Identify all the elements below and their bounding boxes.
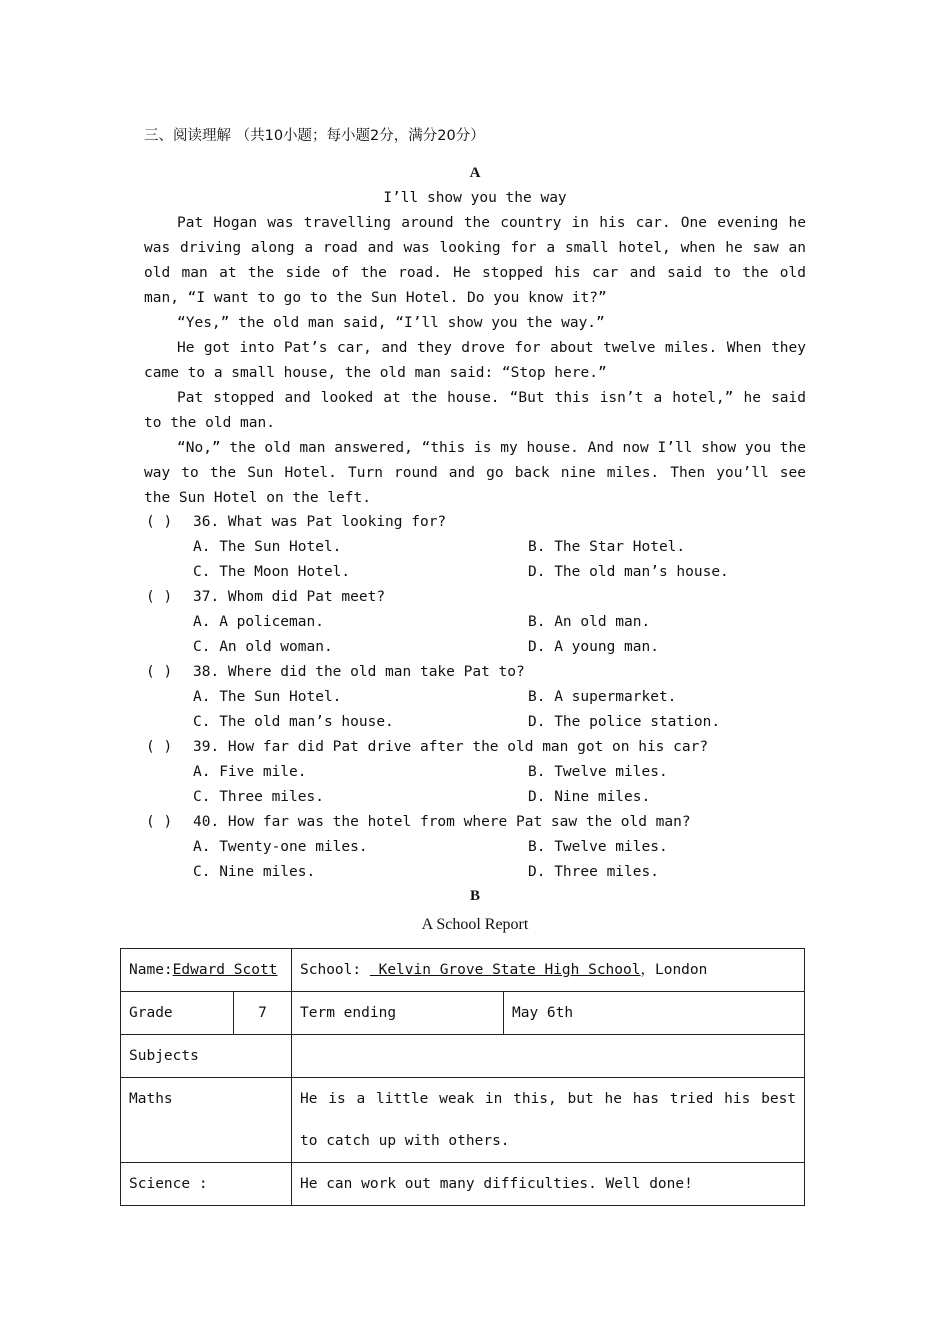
subject-comment: He can work out many difficulties. Well done! bbox=[292, 1163, 805, 1206]
option-c: C. The old man’s house. bbox=[193, 714, 394, 730]
question-stem: 40. How far was the hotel from where Pat saw the old man? bbox=[193, 814, 691, 830]
passage-a-paragraph: He got into Pat’s car, and they drove for about twelve miles. When they came to a small house, the old man said: “Stop here.” bbox=[144, 340, 806, 381]
option-b: B. An old man. bbox=[528, 614, 651, 630]
option-c: C. Nine miles. bbox=[193, 864, 316, 880]
option-a: A. Five mile. bbox=[193, 764, 307, 780]
option-d: D. Three miles. bbox=[528, 864, 659, 880]
passage-a-paragraph: Pat Hogan was travelling around the country in his car. One evening he was driving along a road and was looking for a small hotel, when he saw an old man at the side of the road. He stopped his car and said to the old man, “I want to go to the Sun Hotel. Do you know it?” bbox=[144, 215, 806, 306]
school-cell bbox=[292, 949, 805, 992]
table-row bbox=[121, 1078, 805, 1163]
term-value: May 6th bbox=[504, 992, 805, 1035]
option-a: A. The Sun Hotel. bbox=[193, 689, 342, 705]
passage-a-paragraph: “Yes,” the old man said, “I’ll show you the way.” bbox=[177, 315, 605, 331]
answer-bracket[interactable]: ( ) bbox=[146, 664, 173, 680]
name-label: Name: bbox=[129, 962, 173, 978]
passage-a-label: A bbox=[469, 165, 481, 181]
subject-comment: He is a little weak in this, but he has tried his best to catch up with others. bbox=[292, 1078, 805, 1163]
option-b: B. Twelve miles. bbox=[528, 764, 668, 780]
question-stem: 36. What was Pat looking for? bbox=[193, 514, 447, 530]
passage-b-label: B bbox=[469, 888, 480, 904]
option-d: D. The old man’s house. bbox=[528, 564, 729, 580]
passage-a-paragraph: “No,” the old man answered, “this is my house. And now I’ll show you the way to the Sun Hotel. Turn round and go back nine miles. Then you’ll see the Sun Hotel on the left. bbox=[144, 440, 806, 506]
option-d: D. Nine miles. bbox=[528, 789, 651, 805]
term-label: Term ending bbox=[292, 992, 504, 1035]
passage-b-title: A School Report bbox=[421, 916, 529, 933]
answer-bracket[interactable]: ( ) bbox=[146, 589, 173, 605]
school-label: School: bbox=[300, 962, 370, 978]
option-b: B. Twelve miles. bbox=[528, 839, 668, 855]
subject-name: Science : bbox=[121, 1163, 292, 1206]
option-d: D. A young man. bbox=[528, 639, 659, 655]
question-stem: 39. How far did Pat drive after the old man got on his car? bbox=[193, 739, 709, 755]
subjects-empty-cell bbox=[292, 1035, 805, 1078]
question-stem: 38. Where did the old man take Pat to? bbox=[193, 664, 525, 680]
option-b: B. A supermarket. bbox=[528, 689, 677, 705]
name-value: Edward Scott bbox=[172, 962, 278, 978]
table-row bbox=[121, 992, 805, 1035]
answer-bracket[interactable]: ( ) bbox=[146, 739, 173, 755]
subject-name: Maths bbox=[121, 1078, 292, 1163]
option-c: C. An old woman. bbox=[193, 639, 333, 655]
option-a: A. A policeman. bbox=[193, 614, 324, 630]
table-row bbox=[121, 949, 805, 992]
option-c: C. Three miles. bbox=[193, 789, 324, 805]
passage-a-title: I’ll show you the way bbox=[383, 190, 567, 206]
school-suffix: ，London bbox=[640, 962, 708, 978]
answer-bracket[interactable]: ( ) bbox=[146, 514, 173, 530]
option-c: C. The Moon Hotel. bbox=[193, 564, 351, 580]
grade-label: Grade bbox=[121, 992, 234, 1035]
option-a: A. Twenty-one miles. bbox=[193, 839, 368, 855]
name-cell bbox=[121, 949, 292, 992]
subjects-label: Subjects bbox=[121, 1035, 292, 1078]
school-value: Kelvin Grove State High School bbox=[369, 962, 641, 978]
option-a: A. The Sun Hotel. bbox=[193, 539, 342, 555]
table-row bbox=[121, 1035, 805, 1078]
passage-a-paragraph: Pat stopped and looked at the house. “But this isn’t a hotel,” he said to the old man. bbox=[144, 390, 806, 431]
answer-bracket[interactable]: ( ) bbox=[146, 814, 173, 830]
section-heading: 三、阅读理解 （共10小题；每小题2分，满分20分） bbox=[144, 128, 485, 144]
question-stem: 37. Whom did Pat meet? bbox=[193, 589, 386, 605]
option-d: D. The police station. bbox=[528, 714, 721, 730]
grade-value: 7 bbox=[234, 992, 292, 1035]
option-b: B. The Star Hotel. bbox=[528, 539, 686, 555]
school-report-table bbox=[120, 948, 805, 1206]
table-row bbox=[121, 1163, 805, 1206]
